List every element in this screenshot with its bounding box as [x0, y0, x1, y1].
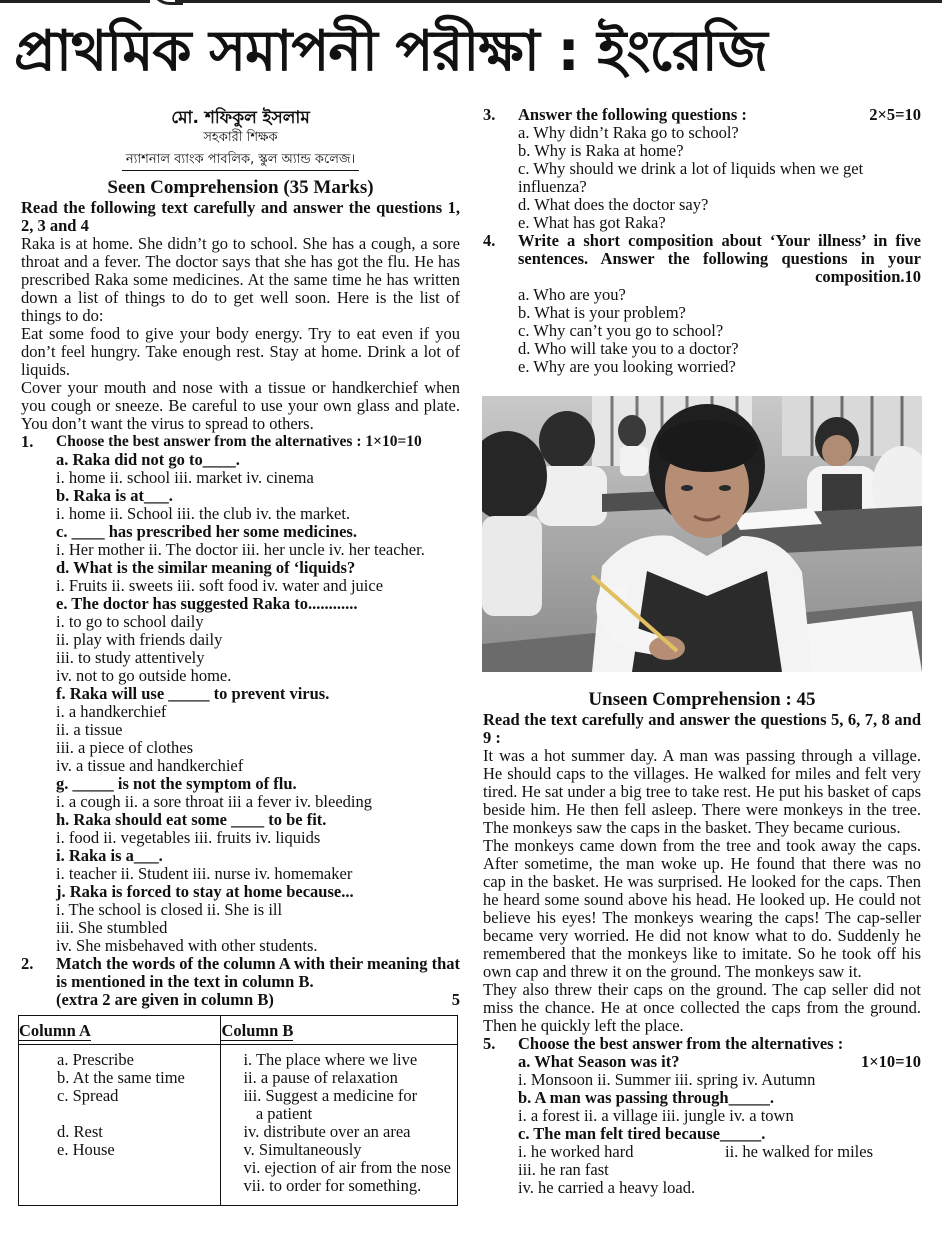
question-option: iii. to study attentively: [56, 648, 205, 667]
question-prompt: Write a short composition about ‘Your illness’ in five sentences. Answer the following questions in your composition. 10: [518, 231, 921, 286]
question-prompt: Answer the following questions :: [518, 105, 747, 124]
author-block: [21, 108, 460, 171]
question-option: i. teacher ii. Student iii. nurse iv. homemaker: [56, 864, 353, 883]
question-item: j. Raka is forced to stay at home because...: [56, 882, 354, 901]
column-b-item: iii. Suggest a medicine for: [243, 1086, 418, 1105]
question-item: e. What has got Raka?: [518, 213, 666, 232]
match-table: [18, 1015, 458, 1206]
question-3-items: [518, 124, 921, 232]
column-b-item: a patient: [243, 1104, 313, 1123]
question-marks: 10: [904, 267, 921, 286]
column-b-item: i. The place where we live: [243, 1050, 418, 1069]
question-item: c. The man felt tired because_____.: [518, 1124, 766, 1143]
question-option: i. Her mother ii. The doctor iii. her uncle iv. her teacher.: [56, 540, 425, 559]
question-number: 2.: [21, 954, 34, 973]
page-title: প্রাথমিক সমাপনী পরীক্ষা : ইংরেজি: [14, 19, 767, 84]
unseen-section: [483, 689, 921, 1197]
unseen-passage-1: It was a hot summer day. A man was passing through a village. He should caps to the villages. He walked for miles and felt very tired. He sat under a big tree to take rest. He put his basket of caps beside him. He then fell asleep. There were monkeys in the tree. The monkeys saw the caps in the basket. They became curious.: [483, 746, 921, 837]
question-1: [21, 433, 460, 955]
question-item: f. Raka will use _____ to prevent virus.: [56, 684, 330, 703]
question-option: i. home ii. school iii. market iv. cinema: [56, 468, 314, 487]
question-option: i. to go to school daily: [56, 612, 204, 631]
seen-heading: Seen Comprehension (35 Marks): [107, 177, 374, 198]
question-item: b. Why is Raka at home?: [518, 141, 684, 160]
question-item: e. The doctor has suggested Raka to............: [56, 594, 358, 613]
question-item: g. _____ is not the symptom of flu.: [56, 774, 297, 793]
question-item: e. Why are you looking worried?: [518, 357, 736, 376]
question-number: 5.: [483, 1034, 496, 1053]
question-options: i. a forest ii. a village iii. jungle iv. a town: [518, 1106, 794, 1125]
column-a-cell: [19, 1045, 221, 1206]
question-options: i. Monsoon ii. Summer iii. spring iv. Autumn: [518, 1070, 816, 1089]
question-number: 1.: [21, 432, 34, 451]
question-option: i. home ii. School iii. the club iv. the market.: [56, 504, 351, 523]
question-item: a. Who are you?: [518, 285, 626, 304]
question-item: h. Raka should eat some ____ to be fit.: [56, 810, 327, 829]
column-a-item: b. At the same time: [57, 1068, 185, 1087]
question-option: iv. She misbehaved with other students.: [56, 936, 318, 955]
seen-passage-3: Cover your mouth and nose with a tissue or handkerchief when you cough or sneeze. Be careful to use your own glass and plate. You don’t want the virus to spread to others.: [21, 378, 460, 433]
question-prompt: Choose the best answer from the alternatives : 1×10=10: [56, 433, 422, 450]
question-item: c. ____ has prescribed her some medicines.: [56, 522, 357, 541]
question-option: ii. play with friends daily: [56, 630, 223, 649]
unseen-instruction: Read the text carefully and answer the questions 5, 6, 7, 8 and 9 :: [483, 710, 921, 747]
question-item: i. Raka is a___.: [56, 846, 163, 865]
question-item: d. What does the doctor say?: [518, 195, 709, 214]
author-designation: সহকারী শিক্ষক: [203, 130, 278, 145]
seen-passage-1: Raka is at home. She didn’t go to school. She has a cough, a sore throat and a fever. The doctor says that she has got the flu. He has prescribed Raka some medicines. At the same time he has written down a list of things to do to get well soon. Here is the list of things to do:: [21, 234, 460, 325]
question-option: i. a cough ii. a sore throat iii a fever iv. bleeding: [56, 792, 372, 811]
seen-instruction: Read the following text carefully and answer the questions 1, 2, 3 and 4: [21, 198, 460, 235]
question-option: i. he worked hard: [518, 1142, 634, 1161]
column-a-header: Column A: [19, 1016, 221, 1045]
question-1-items: [56, 451, 460, 955]
column-b-header: Column B: [221, 1016, 458, 1045]
column-b-cell: [221, 1045, 458, 1206]
column-b-item: v. Simultaneously: [243, 1140, 362, 1159]
column-a-item: e. House: [57, 1140, 115, 1159]
question-option: iii. a piece of clothes: [56, 738, 193, 757]
question-item: b. A man was passing through_____.: [518, 1088, 774, 1107]
question-marks: 2×5=10: [869, 105, 921, 124]
question-item: a. Why didn’t Raka go to school?: [518, 123, 739, 142]
column-b-item: ii. a pause of relaxation: [243, 1068, 398, 1087]
question-item: b. What is your problem?: [518, 303, 686, 322]
question-option: iv. he carried a heavy load.: [518, 1178, 696, 1197]
column-a-item: [57, 1105, 212, 1123]
classroom-photo-illustration: [482, 396, 922, 672]
question-4-items: [518, 286, 921, 376]
question-3: [483, 106, 921, 232]
question-item: a. What Season was it?: [518, 1052, 680, 1071]
question-item: d. Who will take you to a doctor?: [518, 339, 739, 358]
right-column: [483, 106, 921, 376]
question-note: (extra 2 are given in column B): [56, 990, 274, 1009]
author-name: মো. শফিকুল ইসলাম: [171, 108, 310, 128]
question-item: b. Raka is at___.: [56, 486, 173, 505]
question-option: ii. a tissue: [56, 720, 123, 739]
question-4: [483, 232, 921, 376]
author-school: ন্যাশনাল ব্যাংক পাবলিক, স্কুল অ্যান্ড কলেজ।: [122, 150, 359, 171]
question-prompt: Choose the best answer from the alternatives :: [518, 1034, 844, 1053]
question-5: [483, 1035, 921, 1197]
question-option: iv. not to go outside home.: [56, 666, 232, 685]
unseen-heading: Unseen Comprehension : 45: [588, 689, 816, 710]
top-border: [0, 0, 942, 4]
column-b-item: vii. to order for something.: [243, 1176, 422, 1195]
question-option: iv. a tissue and handkerchief: [56, 756, 244, 775]
question-item: c. Why should we drink a lot of liquids when we get influenza?: [518, 159, 864, 196]
column-b-item: iv. distribute over an area: [243, 1122, 411, 1141]
question-option: iii. he ran fast: [518, 1160, 609, 1179]
column-a-item: a. Prescribe: [57, 1050, 134, 1069]
question-number: 4.: [483, 231, 496, 250]
question-option: i. a handkerchief: [56, 702, 167, 721]
column-b-item: vi. ejection of air from the nose: [243, 1158, 451, 1177]
question-option: iii. She stumbled: [56, 918, 168, 937]
unseen-passage-3: They also threw their caps on the ground. The cap seller did not miss the chance. He at once collected the caps from the ground. Then he quickly left the place.: [483, 980, 921, 1035]
question-option: i. Fruits ii. sweets iii. soft food iv. water and juice: [56, 576, 384, 595]
question-item: d. What is the similar meaning of ‘liquids?: [56, 558, 356, 577]
question-option: i. The school is closed ii. She is ill: [56, 900, 283, 919]
unseen-passage-2: The monkeys came down from the tree and took away the caps. After sometime, the man woke up. He found that there was no cap in the basket. He was surprised. He looked for the caps. Then he heard some sound above his head. He looked up. He could not believe his eyes! The monkeys wearing the caps! The cap-seller became very worried. He did not know what to do. Suddenly he remembered that the monkeys like to imitate. So he took off his own cap and threw it on the ground. The monkeys saw it.: [483, 836, 921, 981]
question-marks: 1×10=10: [860, 1052, 921, 1071]
column-a-item: c. Spread: [57, 1086, 119, 1105]
question-2: [21, 955, 460, 1009]
classroom-photo: [482, 396, 922, 672]
question-option: i. food ii. vegetables iii. fruits iv. liquids: [56, 828, 321, 847]
column-a-item: d. Rest: [57, 1122, 103, 1141]
question-number: 3.: [483, 105, 496, 124]
question-option: ii. he walked for miles: [725, 1142, 874, 1161]
question-marks: 5: [451, 990, 460, 1009]
question-item: c. Why can’t you go to school?: [518, 321, 724, 340]
seen-passage-2: Eat some food to give your body energy. Try to eat even if you don’t feel hungry. Take enough rest. Stay at home. Drink a lot of liquids.: [21, 324, 460, 379]
left-column: [21, 108, 460, 1206]
question-item: a. Raka did not go to____.: [56, 450, 240, 469]
question-prompt: Match the words of the column A with their meaning that is mentioned in the text in column B.: [56, 954, 460, 991]
